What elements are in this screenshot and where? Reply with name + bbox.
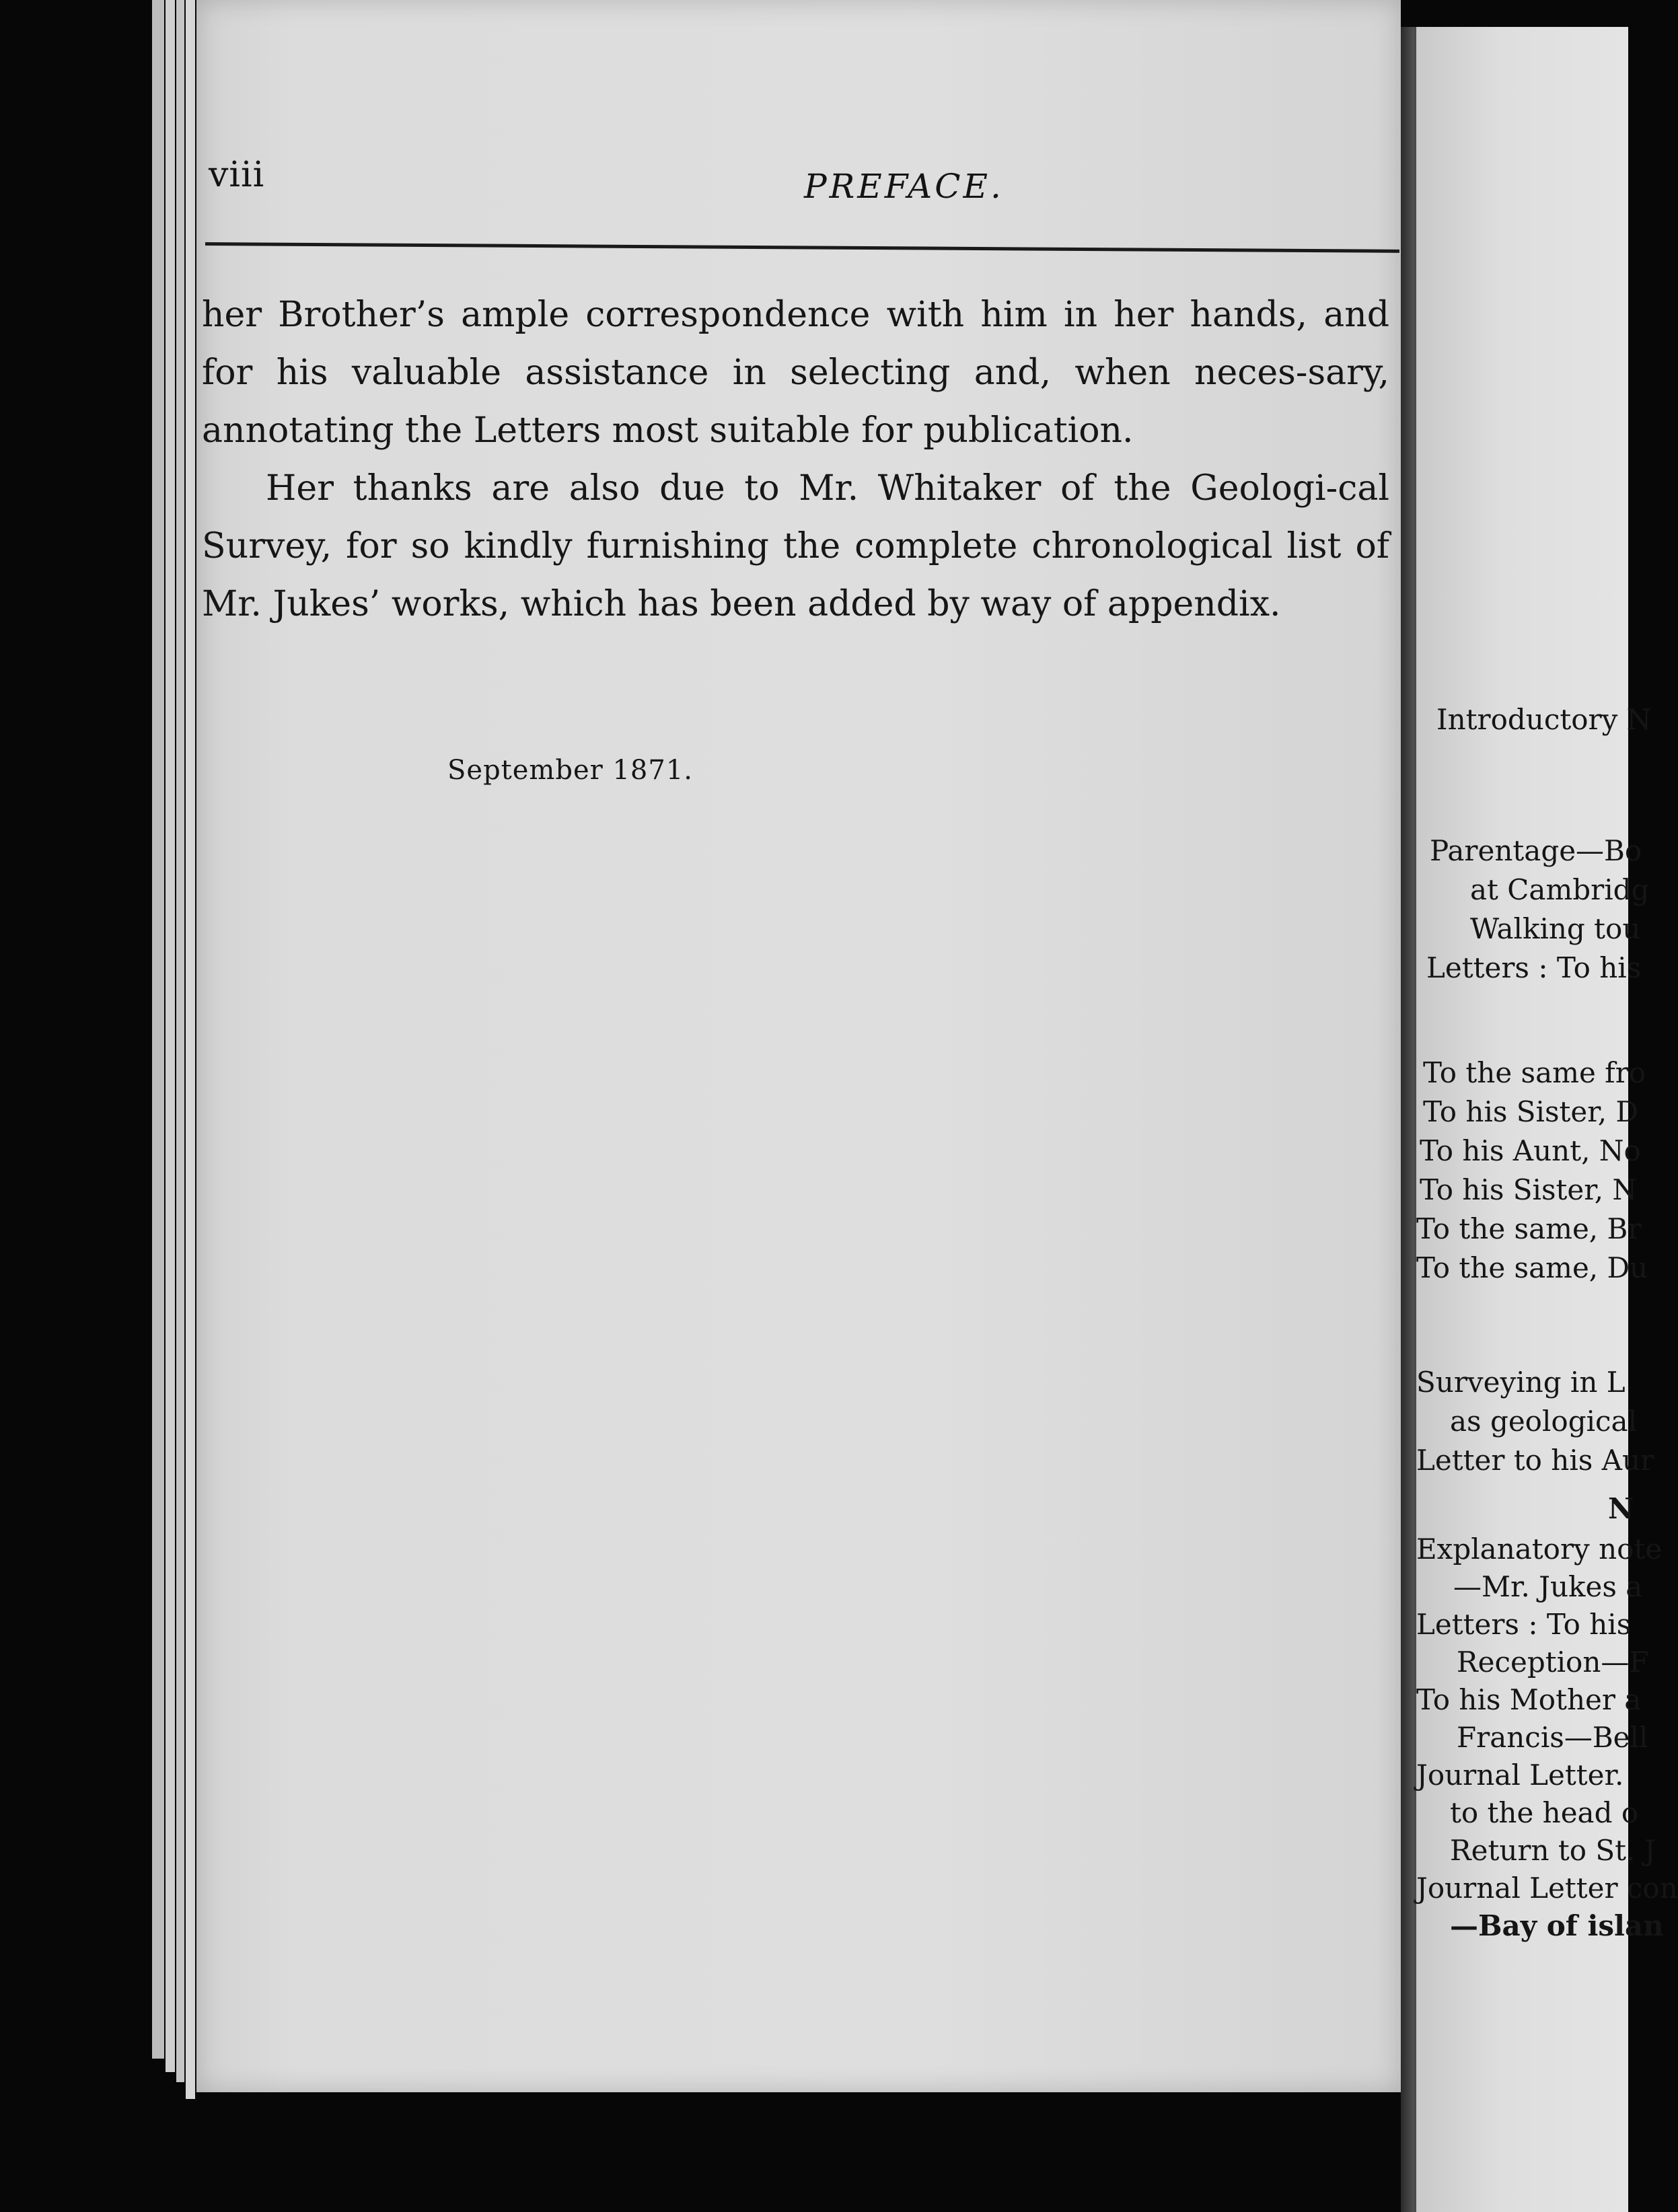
- toc-line: Journal Letter con: [1416, 1872, 1678, 1905]
- toc-line: Francis—Bell: [1457, 1721, 1648, 1754]
- toc-line: as geological: [1450, 1405, 1638, 1438]
- toc-line: Surveying in L: [1416, 1366, 1626, 1399]
- preface-date: September 1871.: [447, 755, 693, 786]
- toc-line: at Cambridg: [1470, 873, 1650, 906]
- toc-line: Journal Letter.: [1416, 1759, 1624, 1792]
- toc-line: To the same, Br: [1416, 1212, 1642, 1245]
- page-edge: [166, 0, 175, 2072]
- toc-line: —Mr. Jukes a: [1453, 1570, 1643, 1603]
- toc-section-head: N: [1608, 1492, 1634, 1525]
- preface-body: [202, 286, 1389, 633]
- toc-line: To his Aunt, No: [1420, 1134, 1641, 1167]
- toc-line: to the head o: [1450, 1796, 1639, 1829]
- toc-line: To his Sister, N: [1420, 1173, 1638, 1206]
- running-head: PREFACE.: [804, 167, 1004, 206]
- toc-line: Introductory N: [1436, 703, 1652, 736]
- page-edge: [152, 0, 164, 2059]
- paragraph: her Brother’s ample correspondence with him in her hands, and for his valuable assistance in selecting and, when neces-sary, annotating the Letters most suitable for publication.: [202, 295, 1389, 451]
- page-edge: [186, 0, 195, 2099]
- page-edge: [176, 0, 184, 2082]
- toc-line: To the same, Du: [1416, 1251, 1648, 1284]
- toc-line: Letter to his Aur: [1416, 1444, 1654, 1477]
- toc-line: Letters : To his: [1426, 951, 1642, 984]
- paragraph: Her thanks are also due to Mr. Whitaker of the Geologi-cal Survey, for so kindly furnishing the complete chronological list of Mr. Jukes’ works, which has been added by way of appendix.: [202, 468, 1389, 624]
- toc-line: Letters : To his: [1416, 1608, 1632, 1641]
- toc-line: Return to St. J: [1450, 1834, 1656, 1867]
- toc-line: —Bay of islan: [1450, 1909, 1664, 1942]
- toc-line: Walking tou: [1470, 912, 1641, 945]
- page-number: viii: [209, 155, 265, 195]
- toc-line: Parentage—Bo: [1430, 834, 1642, 867]
- toc-line: To his Sister, D: [1423, 1095, 1639, 1128]
- toc-line: To his Mother a: [1416, 1683, 1642, 1716]
- toc-line: To the same fro: [1423, 1056, 1646, 1089]
- toc-line: Reception—F: [1457, 1646, 1649, 1679]
- toc-line: Explanatory note: [1416, 1533, 1663, 1565]
- right-page: [1416, 27, 1678, 2212]
